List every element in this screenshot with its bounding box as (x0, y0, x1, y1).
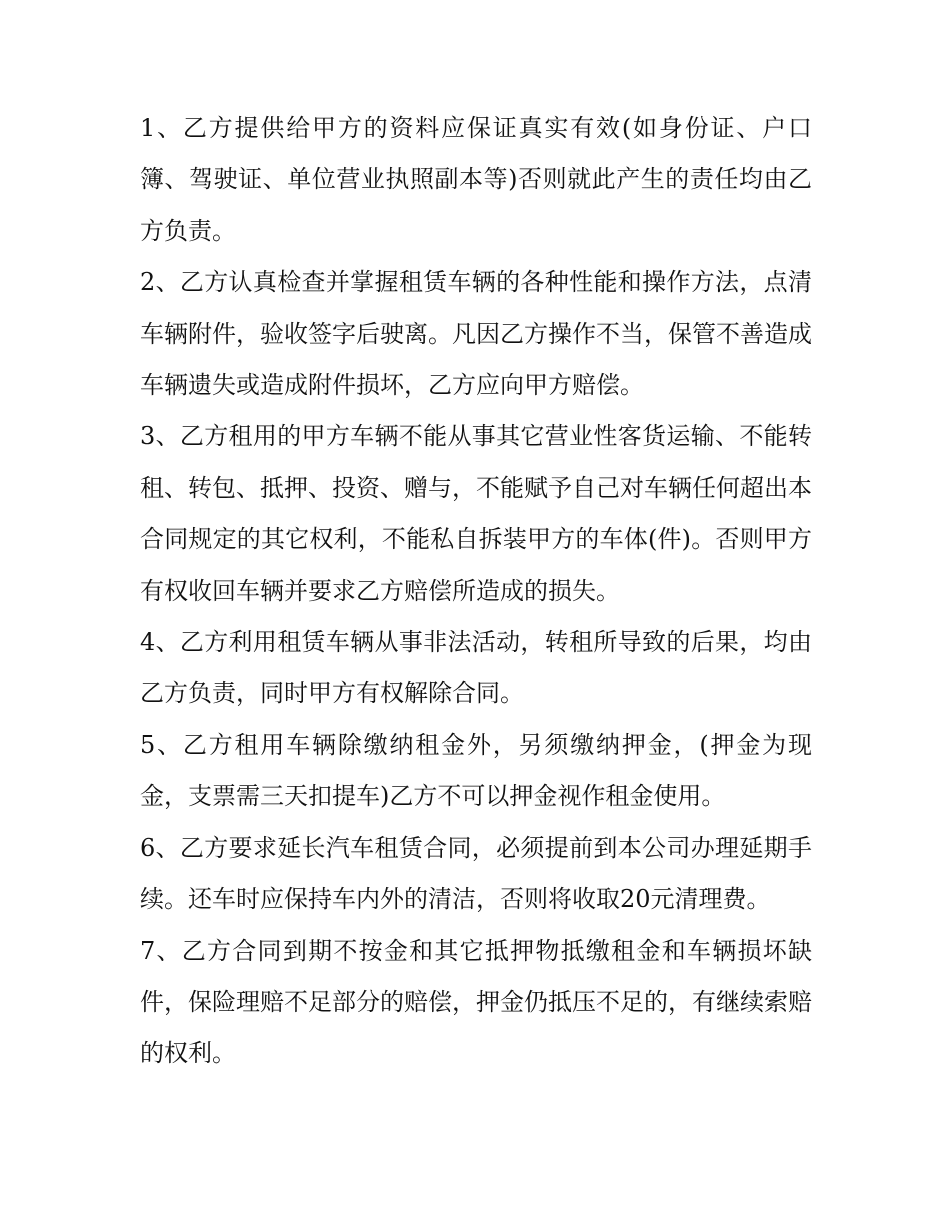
clause-7: 7、乙方合同到期不按金和其它抵押物抵缴租金和车辆损坏缺件，保险理赔不足部分的赔偿，押金仍抵压不足的，有继续索赔的权利。 (140, 936, 812, 1068)
clause-2: 2、乙方认真检查并掌握租赁车辆的各种性能和操作方法，点清车辆附件，验收签字后驶离。凡因乙方操作不当，保管不善造成车辆遗失或造成附件损坏，乙方应向甲方赔偿。 (140, 268, 812, 400)
clause-5: 5、乙方租用车辆除缴纳租金外，另须缴纳押金，(押金为现金，支票需三天扣提车)乙方不可以押金视作租金使用。 (140, 730, 812, 811)
clause-6: 6、乙方要求延长汽车租赁合同，必须提前到本公司办理延期手续。还车时应保持车内外的清洁，否则将收取20元清理费。 (140, 833, 812, 914)
clause-1: 1、乙方提供给甲方的资料应保证真实有效(如身份证、户口簿、驾驶证、单位营业执照副本等)否则就此产生的责任均由乙方负责。 (140, 114, 812, 245)
clause-3: 3、乙方租用的甲方车辆不能从事其它营业性客货运输、不能转租、转包、抵押、投资、赠与，不能赋予自己对车辆任何超出本合同规定的其它权利，不能私自拆装甲方的车体(件)。否则甲方有权收回车辆并要求乙方赔偿所造成的损失。 (140, 422, 812, 605)
clause-4: 4、乙方利用租赁车辆从事非法活动，转租所导致的后果，均由乙方负责，同时甲方有权解除合同。 (140, 628, 812, 708)
clause-list (140, 103, 812, 1080)
